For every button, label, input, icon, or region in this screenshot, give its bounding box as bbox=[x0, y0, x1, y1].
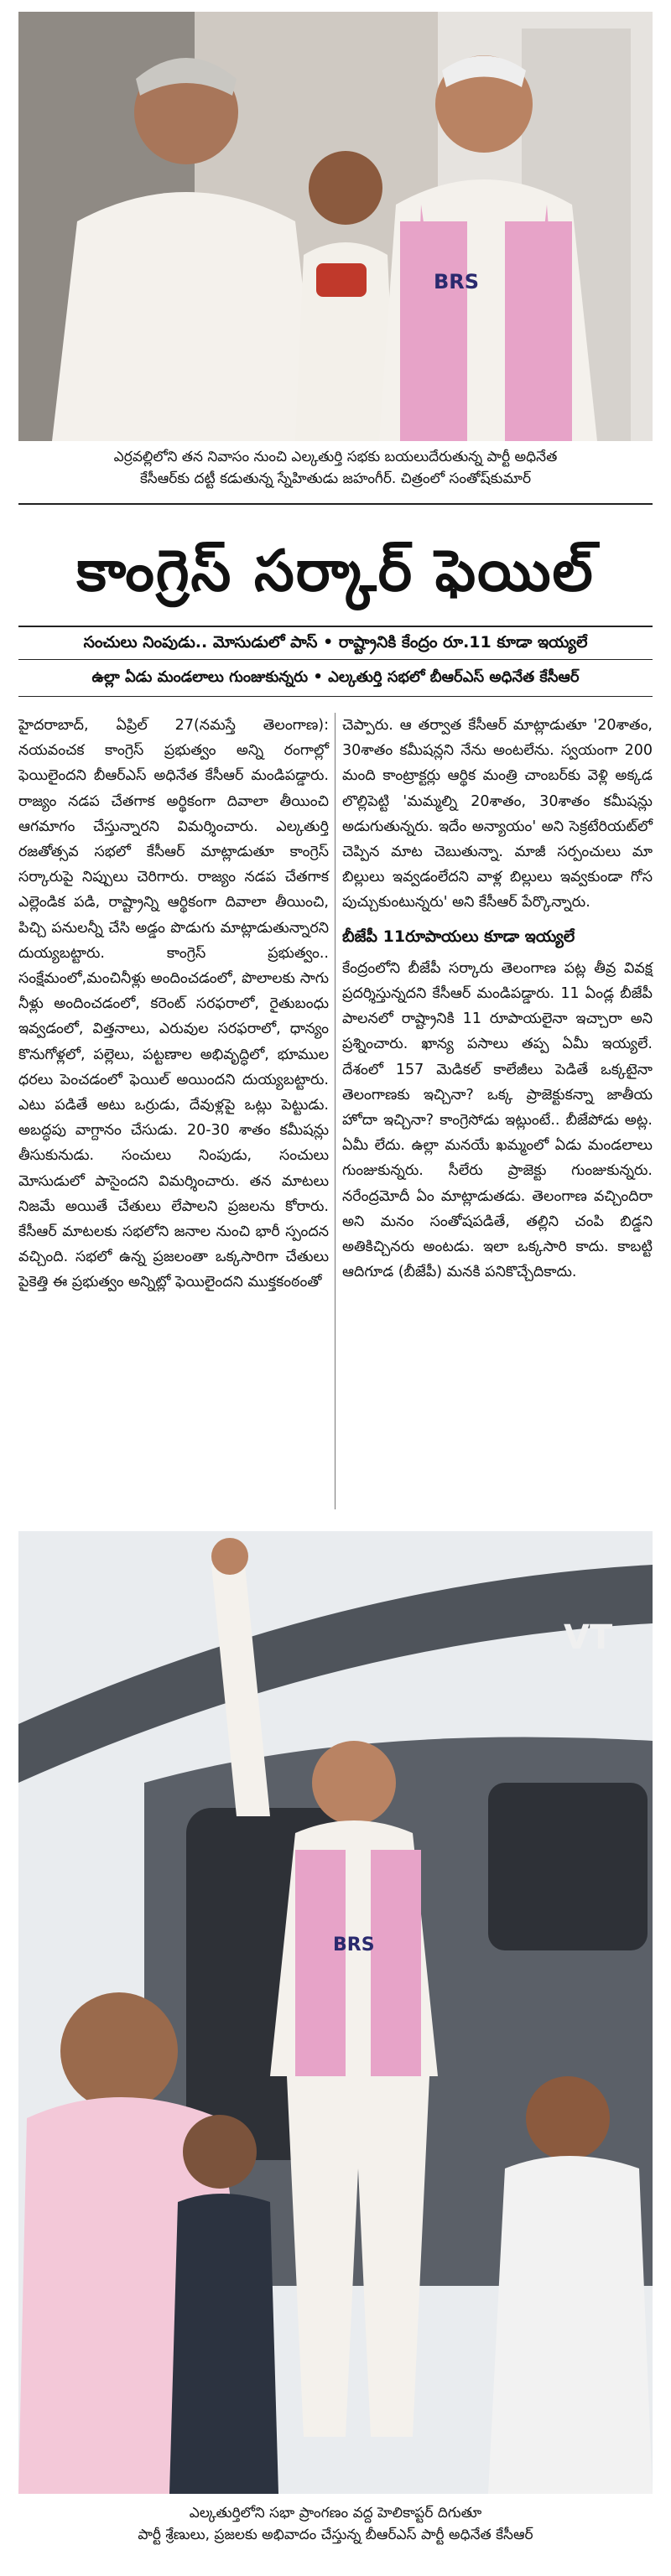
divider-rule bbox=[18, 503, 653, 505]
photo-kcr-waving-near-helicopter-icon bbox=[18, 1531, 653, 2494]
photo-kcr-receiving-gift-icon bbox=[18, 12, 653, 441]
article-right-column bbox=[342, 713, 653, 1285]
bottom-photo bbox=[18, 1531, 653, 2494]
bottom-caption bbox=[18, 2502, 653, 2546]
divider-rule bbox=[18, 626, 653, 627]
right-column-paragraph-2: కేంద్రంలోని బీజేపీ సర్కారు తెలంగాణ పట్ల తీవ్ర వివక్ష ప్రదర్శిస్తున్నదని కేసీఆర్ మండిపడ్డారు. 11 ఏండ్ల బీజేపీ పాలనలో రాష్ట్రానికి 11 రూపాయలైనా ఇచ్చారా అని ప్రశ్నించారు. ఖాన్య పసాలు తప్ప ఏమీ ఇయ్యలే. దేశంలో 157 మెడికల్ కాలేజీలు పెడితే ఒక్కటైనా తెలంగాణకు ఇచ్చినా? ఒక్క ప్రాజెక్టుకన్నా జాతీయ హోదా ఇచ్చినా? కాంగ్రెసోడు ఇట్లుంటే.. బీజేపోడు అట్ల. ఏమీ లేదు. ఉల్లా మనయే ఖమ్మంలో ఏడు మండలాలు గుంజుకున్నరు. సీలేరు ప్రాజెక్టు గుంజుకున్నరు. నరేంద్రమోదీ ఏం మాట్లాడుతడు. తెలంగాణ వచ్చిందిరా అని మనం సంతోషపడితే, తల్లిని చంపి బిడ్డని అతికిచ్చినరు అంటడు. ఇలా ఒక్కసారి కాదు. కాబట్టి ఆదిగూడ (బీజేపీ) మనకి పనికొచ్చేదికాదు. bbox=[342, 959, 653, 1281]
column-divider bbox=[335, 713, 336, 1509]
deck-line-2: ఉల్లా ఏడు మండలాలు గుంజుకున్నరు • ఎల్కతుర్తి సభలో బీఆర్‌ఎస్ అధినేత కేసీఆర్ bbox=[91, 668, 580, 686]
divider-rule bbox=[18, 659, 653, 660]
right-column-paragraph-1: చెప్పారు. ఆ తర్వాత కేసీఆర్ మాట్లాడుతూ '20శాతం, 30శాతం కమీషన్లని నేను అంటలేను. స్వయంగా 200 మంది కాంట్రాక్టర్లు ఆర్థిక మంత్రి చాంబర్‌కు వెళ్లి అక్కడ లొల్లిపెట్టి 'మమ్మల్ని 20శాతం, 30శాతం కమీషన్లు అడుగుతున్నరు. ఇదేం అన్యాయం' అని సెక్రటేరియట్‌లో చెప్పిన మాట చెబుతున్నా. మాజీ సర్పంచులు మా బిల్లులు ఇవ్వడంలేదని వాళ్ల బిల్లులు ఇవ్వకుండా గోస పుచ్చుకుంటున్నరు' అని కేసీఆర్ పేర్కొన్నారు. bbox=[342, 717, 653, 911]
svg-text:BRS: BRS bbox=[434, 270, 480, 293]
svg-text:VT: VT bbox=[564, 1618, 613, 1657]
top-photo bbox=[18, 12, 653, 441]
top-caption-line1: ఎర్రవల్లిలోని తన నివాసం నుంచి ఎల్కతుర్తి సభకు బయలుదేరుతున్న పార్టీ అధినేత bbox=[113, 449, 558, 465]
article-left-column bbox=[18, 713, 329, 1296]
svg-text:BRS: BRS bbox=[333, 1935, 375, 1955]
deck-line-1: సంచులు నింపుడు.. మోసుడులో పాస్ • రాష్ట్రానికి కేంద్రం రూ.11 కూడా ఇయ్యలే bbox=[83, 633, 588, 652]
top-caption-line2: కేసీఆర్‌కు దట్టీ కడుతున్న స్నేహితుడు జహంగీర్. చిత్రంలో సంతోష్‌కుమార్ bbox=[139, 470, 532, 487]
bottom-caption-line2: పార్టీ శ్రేణులు, ప్రజలకు అభివాదం చేస్తున్న బీఆర్‌ఎస్ పార్టీ అధినేత కేసీఆర్ bbox=[138, 2527, 533, 2543]
headline: కాంగ్రెస్ సర్కార్ ఫెయిల్ bbox=[76, 538, 595, 605]
bottom-caption-line1: ఎల్కతుర్తిలోని సభా ప్రాంగణం వద్ద హెలికాప్టర్ దిగుతూ bbox=[189, 2505, 482, 2521]
top-caption bbox=[18, 446, 653, 490]
divider-rule bbox=[18, 696, 653, 697]
left-column-text: హైదరాబాద్, ఏప్రిల్ 27(నమస్తే తెలంగాణ): నయవంచక కాంగ్రెస్ ప్రభుత్వం అన్ని రంగాల్లో ఫెయిలైందని బీఆర్‌ఎస్ అధినేత కేసీఆర్ మండిపడ్డారు. రాజ్యం నడప చేతగాక అర్థికంగా దివాలా తీయించి ఆగమాగం చేస్తున్నారని విమర్శించారు. ఎల్కతుర్తి రజతోత్సవ సభలో కేసీఆర్ మాట్లాడుతూ కాంగ్రెస్ సర్కారుపై నిప్పులు చెరిగారు. రాజ్యం నడప చేతగాక ఎల్లెండిక పడి, రాష్ట్రాన్ని ఆర్థికంగా దివాలా తీయించి, పిచ్చి పనులన్నీ చేసి అడ్డం పొడుగు మాట్లాడుతున్నారని దుయ్యబట్టారు. కాంగ్రెస్ ప్రభుత్వం.. సంక్షేమంలో,మంచినీళ్లు అందించడంలో, పొలాలకు సాగు నీళ్లు అందించడంలో, కరెంట్ సరఫరాలో, రైతుబంధు ఇవ్వడంలో, విత్తనాలు, ఎరువుల సరఫరాలో, ధాన్యం కొనుగోళ్లలో, పల్లెలు, పట్టణాల అభివృద్ధిలో, భూముల ధరలు పెంచడంలో ఫెయిల్ అయిందని దుయ్యబట్టారు. ఎటు పడితే అటు ఒర్రుడు, దేవుళ్లపై ఒట్లు పెట్టుడు. అబద్ధపు వాగ్దానం చేసుడు. 20-30 శాతం కమీషన్లు తీసుకునుడు. సంచులు నింపుడు, సంచులు మోసుడులో పాసైందని విమర్శించారు. తన మాటలు నిజమే అయితే చేతులు లేపాలని ప్రజలను కోరారు. కేసీఆర్ మాటలకు సభలోని జనాల నుంచి భారీ స్పందన వచ్చింది. సభలో ఉన్న ప్రజలంతా ఒక్కసారిగా చేతులు పైకెత్తి ఈ ప్రభుత్వం అన్నిట్లో ఫెయిలైందని ముక్తకంఠంతో bbox=[18, 717, 329, 1291]
right-column-subhead: బీజేపీ 11రూపాయలు కూడా ఇయ్యలే bbox=[342, 927, 575, 946]
